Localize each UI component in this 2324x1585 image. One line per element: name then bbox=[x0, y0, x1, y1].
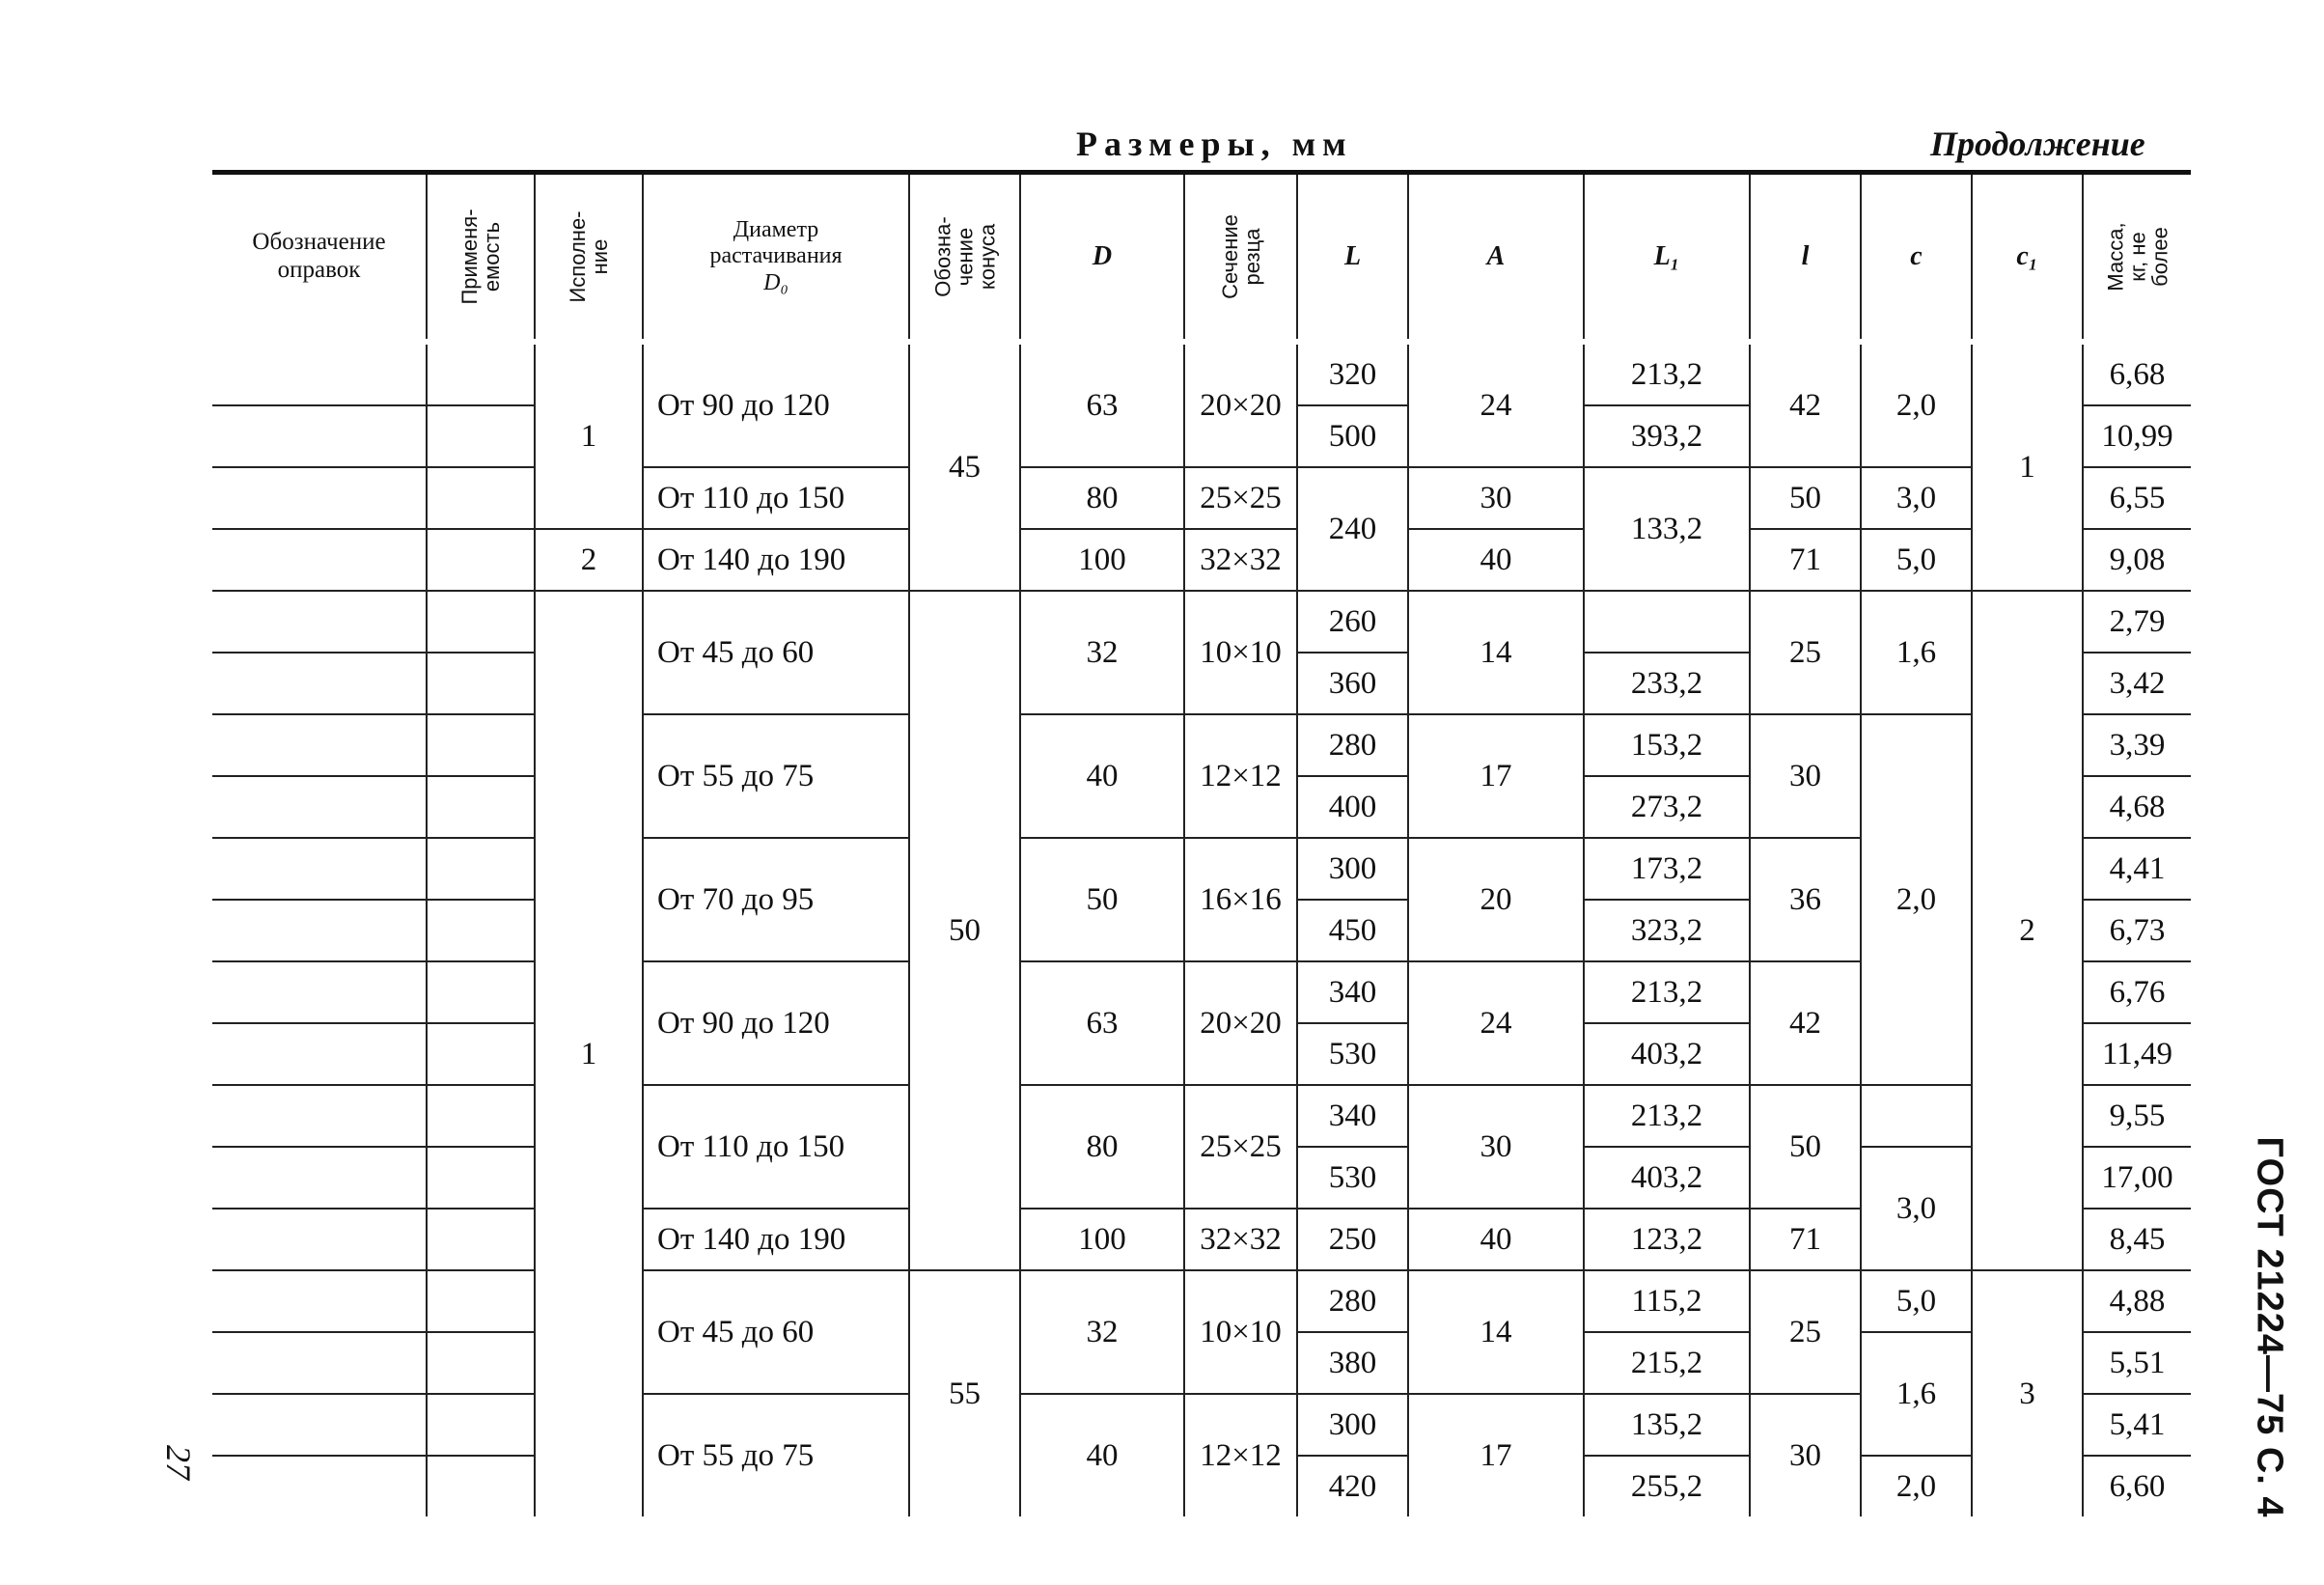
applicability-cell bbox=[427, 776, 535, 838]
L1-cell: 403,2 bbox=[1584, 1147, 1750, 1209]
L1-cell: 213,2 bbox=[1584, 342, 1750, 405]
l-cell: 71 bbox=[1750, 1209, 1861, 1270]
L1-cell: 323,2 bbox=[1584, 900, 1750, 961]
L1-cell: 123,2 bbox=[1584, 1209, 1750, 1270]
A-cell: 30 bbox=[1408, 467, 1584, 529]
table-row bbox=[212, 342, 2191, 405]
L-cell: 340 bbox=[1297, 961, 1408, 1023]
c-cell: 5,0 bbox=[1861, 1270, 1972, 1332]
section-cell: 10×10 bbox=[1184, 591, 1297, 714]
L1-cell: 213,2 bbox=[1584, 961, 1750, 1023]
applicability-cell bbox=[427, 653, 535, 714]
applicability-cell bbox=[427, 591, 535, 653]
designation-cell bbox=[212, 467, 427, 529]
c-cell: 5,0 bbox=[1861, 529, 1972, 591]
mass-cell: 4,41 bbox=[2083, 838, 2191, 900]
D-cell: 80 bbox=[1020, 467, 1184, 529]
mass-cell: 3,39 bbox=[2083, 714, 2191, 776]
mass-cell: 3,42 bbox=[2083, 653, 2191, 714]
table-body bbox=[212, 342, 2191, 1516]
A-cell: 17 bbox=[1408, 1394, 1584, 1516]
mass-cell: 10,99 bbox=[2083, 405, 2191, 467]
section-cell: 20×20 bbox=[1184, 342, 1297, 467]
L1-cell bbox=[1584, 591, 1750, 653]
L1-cell: 153,2 bbox=[1584, 714, 1750, 776]
A-cell: 30 bbox=[1408, 1085, 1584, 1209]
designation-cell bbox=[212, 405, 427, 467]
applicability-cell bbox=[427, 1270, 535, 1332]
A-cell: 14 bbox=[1408, 1270, 1584, 1394]
L-cell: 300 bbox=[1297, 838, 1408, 900]
l-cell: 25 bbox=[1750, 1270, 1861, 1394]
designation-cell bbox=[212, 1270, 427, 1332]
diameter-cell: От 55 до 75 bbox=[643, 714, 909, 838]
L-cell: 300 bbox=[1297, 1394, 1408, 1456]
l-cell: 30 bbox=[1750, 1394, 1861, 1516]
D-cell: 100 bbox=[1020, 529, 1184, 591]
l-cell: 42 bbox=[1750, 342, 1861, 467]
D-cell: 40 bbox=[1020, 1394, 1184, 1516]
A-cell: 40 bbox=[1408, 1209, 1584, 1270]
designation-cell bbox=[212, 653, 427, 714]
header-row bbox=[212, 173, 2191, 343]
L1-cell: 173,2 bbox=[1584, 838, 1750, 900]
c1-cell: 3 bbox=[1972, 1270, 2083, 1516]
mass-cell: 9,08 bbox=[2083, 529, 2191, 591]
cone-cell: 45 bbox=[909, 342, 1020, 591]
table-row bbox=[212, 467, 2191, 529]
A-cell: 24 bbox=[1408, 961, 1584, 1085]
mass-cell: 4,88 bbox=[2083, 1270, 2191, 1332]
c-cell: 3,0 bbox=[1861, 1147, 1972, 1270]
mass-cell: 5,51 bbox=[2083, 1332, 2191, 1394]
L-cell: 530 bbox=[1297, 1023, 1408, 1085]
l-cell: 25 bbox=[1750, 591, 1861, 714]
L1-cell: 403,2 bbox=[1584, 1023, 1750, 1085]
col-header-D: D bbox=[1020, 173, 1184, 343]
applicability-cell bbox=[427, 467, 535, 529]
c-cell: 2,0 bbox=[1861, 1456, 1972, 1516]
diameter-cell: От 140 до 190 bbox=[643, 1209, 909, 1270]
designation-cell bbox=[212, 1023, 427, 1085]
table-row bbox=[212, 714, 2191, 776]
table-title: Размеры, мм bbox=[1076, 125, 1353, 163]
A-cell: 24 bbox=[1408, 342, 1584, 467]
col-header-cone: Обозна- чение конуса bbox=[909, 173, 1020, 343]
diameter-cell: От 70 до 95 bbox=[643, 838, 909, 961]
section-cell: 20×20 bbox=[1184, 961, 1297, 1085]
mass-cell: 4,68 bbox=[2083, 776, 2191, 838]
A-cell: 20 bbox=[1408, 838, 1584, 961]
l-cell: 50 bbox=[1750, 467, 1861, 529]
cone-cell: 50 bbox=[909, 591, 1020, 1270]
dimensions-table bbox=[212, 170, 2191, 1516]
section-cell: 16×16 bbox=[1184, 838, 1297, 961]
applicability-cell bbox=[427, 961, 535, 1023]
mass-cell: 5,41 bbox=[2083, 1394, 2191, 1456]
diameter-cell: От 140 до 190 bbox=[643, 529, 909, 591]
col-header-c1: c₁ bbox=[1972, 173, 2083, 343]
mass-cell: 11,49 bbox=[2083, 1023, 2191, 1085]
l-cell: 30 bbox=[1750, 714, 1861, 838]
L-cell: 280 bbox=[1297, 714, 1408, 776]
table-row bbox=[212, 1085, 2191, 1147]
col-header-A: A bbox=[1408, 173, 1584, 343]
diameter-cell: От 45 до 60 bbox=[643, 591, 909, 714]
applicability-cell bbox=[427, 1023, 535, 1085]
c-cell: 1,6 bbox=[1861, 591, 1972, 714]
l-cell: 36 bbox=[1750, 838, 1861, 961]
section-cell: 25×25 bbox=[1184, 1085, 1297, 1209]
mass-cell: 9,55 bbox=[2083, 1085, 2191, 1147]
L-cell: 250 bbox=[1297, 1209, 1408, 1270]
version-cell: 1 bbox=[535, 591, 643, 1516]
L1-cell: 133,2 bbox=[1584, 467, 1750, 591]
A-cell: 40 bbox=[1408, 529, 1584, 591]
designation-cell bbox=[212, 1147, 427, 1209]
L-cell: 320 bbox=[1297, 342, 1408, 405]
section-cell: 32×32 bbox=[1184, 1209, 1297, 1270]
designation-cell bbox=[212, 342, 427, 405]
D-cell: 80 bbox=[1020, 1085, 1184, 1209]
L1-cell: 115,2 bbox=[1584, 1270, 1750, 1332]
col-header-diameter: Диаметр растачивания D₀ bbox=[643, 173, 909, 343]
L1-cell: 273,2 bbox=[1584, 776, 1750, 838]
diameter-cell: От 110 до 150 bbox=[643, 467, 909, 529]
D-cell: 63 bbox=[1020, 342, 1184, 467]
mass-cell: 8,45 bbox=[2083, 1209, 2191, 1270]
L-cell: 400 bbox=[1297, 776, 1408, 838]
designation-cell bbox=[212, 529, 427, 591]
c-cell bbox=[1861, 1085, 1972, 1147]
standard-code: ГОСТ 21224—75 С. 4 bbox=[2249, 1136, 2290, 1518]
c-cell: 2,0 bbox=[1861, 714, 1972, 1085]
c1-cell: 2 bbox=[1972, 591, 2083, 1270]
L-cell: 240 bbox=[1297, 467, 1408, 591]
L1-cell: 393,2 bbox=[1584, 405, 1750, 467]
D-cell: 50 bbox=[1020, 838, 1184, 961]
col-header-designation: Обозначение оправок bbox=[212, 173, 427, 343]
mass-cell: 6,73 bbox=[2083, 900, 2191, 961]
mass-cell: 17,00 bbox=[2083, 1147, 2191, 1209]
applicability-cell bbox=[427, 838, 535, 900]
mass-cell: 6,60 bbox=[2083, 1456, 2191, 1516]
L-cell: 260 bbox=[1297, 591, 1408, 653]
section-cell: 25×25 bbox=[1184, 467, 1297, 529]
designation-cell bbox=[212, 1085, 427, 1147]
mass-cell: 2,79 bbox=[2083, 591, 2191, 653]
col-header-L: L bbox=[1297, 173, 1408, 343]
diameter-cell: От 90 до 120 bbox=[643, 961, 909, 1085]
diameter-cell: От 45 до 60 bbox=[643, 1270, 909, 1394]
l-cell: 50 bbox=[1750, 1085, 1861, 1209]
L1-cell: 233,2 bbox=[1584, 653, 1750, 714]
D-cell: 100 bbox=[1020, 1209, 1184, 1270]
col-header-applicability: Применя- емость bbox=[427, 173, 535, 343]
col-header-L1: L₁ bbox=[1584, 173, 1750, 343]
version-cell: 2 bbox=[535, 529, 643, 591]
mass-cell: 6,76 bbox=[2083, 961, 2191, 1023]
L-cell: 500 bbox=[1297, 405, 1408, 467]
l-cell: 71 bbox=[1750, 529, 1861, 591]
D-cell: 32 bbox=[1020, 1270, 1184, 1394]
designation-cell bbox=[212, 961, 427, 1023]
cone-cell: 55 bbox=[909, 1270, 1020, 1516]
applicability-cell bbox=[427, 1147, 535, 1209]
section-cell: 12×12 bbox=[1184, 714, 1297, 838]
section-cell: 12×12 bbox=[1184, 1394, 1297, 1516]
section-cell: 32×32 bbox=[1184, 529, 1297, 591]
D-cell: 40 bbox=[1020, 714, 1184, 838]
L-cell: 280 bbox=[1297, 1270, 1408, 1332]
col-header-mass: Масса, кг, не более bbox=[2083, 173, 2191, 343]
designation-cell bbox=[212, 900, 427, 961]
applicability-cell bbox=[427, 900, 535, 961]
page-number: 27 bbox=[159, 1445, 198, 1480]
table-row bbox=[212, 529, 2191, 591]
l-cell: 42 bbox=[1750, 961, 1861, 1085]
section-cell: 10×10 bbox=[1184, 1270, 1297, 1394]
L-cell: 380 bbox=[1297, 1332, 1408, 1394]
L-cell: 360 bbox=[1297, 653, 1408, 714]
applicability-cell bbox=[427, 714, 535, 776]
mass-cell: 6,55 bbox=[2083, 467, 2191, 529]
designation-cell bbox=[212, 1209, 427, 1270]
applicability-cell bbox=[427, 1085, 535, 1147]
A-cell: 14 bbox=[1408, 591, 1584, 714]
diameter-cell: От 110 до 150 bbox=[643, 1085, 909, 1209]
mass-cell: 6,68 bbox=[2083, 342, 2191, 405]
designation-cell bbox=[212, 776, 427, 838]
applicability-cell bbox=[427, 1332, 535, 1394]
table-row bbox=[212, 591, 2191, 653]
L-cell: 450 bbox=[1297, 900, 1408, 961]
D-cell: 32 bbox=[1020, 591, 1184, 714]
L-cell: 420 bbox=[1297, 1456, 1408, 1516]
applicability-cell bbox=[427, 405, 535, 467]
L-cell: 530 bbox=[1297, 1147, 1408, 1209]
L1-cell: 255,2 bbox=[1584, 1456, 1750, 1516]
L-cell: 340 bbox=[1297, 1085, 1408, 1147]
designation-cell bbox=[212, 1332, 427, 1394]
L1-cell: 215,2 bbox=[1584, 1332, 1750, 1394]
c-cell: 1,6 bbox=[1861, 1332, 1972, 1456]
col-header-version: Исполне- ние bbox=[535, 173, 643, 343]
diameter-cell: От 55 до 75 bbox=[643, 1394, 909, 1516]
A-cell: 17 bbox=[1408, 714, 1584, 838]
designation-cell bbox=[212, 838, 427, 900]
applicability-cell bbox=[427, 1209, 535, 1270]
applicability-cell bbox=[427, 529, 535, 591]
L1-cell: 135,2 bbox=[1584, 1394, 1750, 1456]
col-header-section: Сечение резца bbox=[1184, 173, 1297, 343]
designation-cell bbox=[212, 1394, 427, 1456]
col-header-l: l bbox=[1750, 173, 1861, 343]
designation-cell bbox=[212, 591, 427, 653]
applicability-cell bbox=[427, 342, 535, 405]
D-cell: 63 bbox=[1020, 961, 1184, 1085]
L1-cell: 213,2 bbox=[1584, 1085, 1750, 1147]
c-cell: 2,0 bbox=[1861, 342, 1972, 467]
c1-cell: 1 bbox=[1972, 342, 2083, 591]
table-row bbox=[212, 1270, 2191, 1332]
applicability-cell bbox=[427, 1394, 535, 1456]
applicability-cell bbox=[427, 1456, 535, 1516]
c-cell: 3,0 bbox=[1861, 467, 1972, 529]
version-cell: 1 bbox=[535, 342, 643, 529]
designation-cell bbox=[212, 714, 427, 776]
designation-cell bbox=[212, 1456, 427, 1516]
diameter-cell: От 90 до 120 bbox=[643, 342, 909, 467]
continuation-label: Продолжение bbox=[1930, 125, 2145, 163]
col-header-c: c bbox=[1861, 173, 1972, 343]
